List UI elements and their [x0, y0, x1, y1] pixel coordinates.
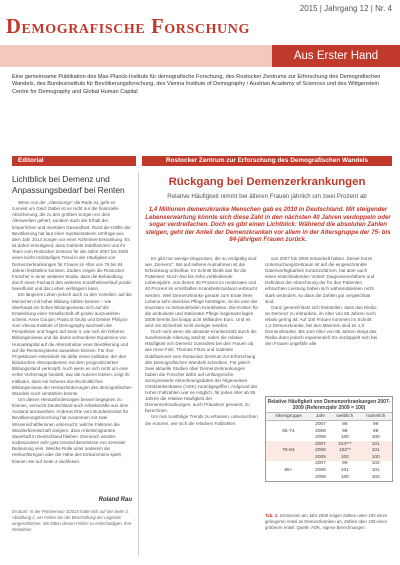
- table-header: männlich: [359, 413, 392, 421]
- column-divider: [138, 172, 139, 557]
- table-cell: 2007: [315, 421, 326, 427]
- article-lead: 1,4 Millionen demenzkranke Menschen gab es 2010 in Deutschland. Mit steigender Lebenserwartung könnte sich diese Zahl in den nächsten 40 Jahren verdoppeln oder sogar verdreifachen. Doch es gibt einen Lichtblick: Während die absoluten Zahlen steigen, geht der Anteil der Demenzkranken vor allem in der Altersgruppe der 75- bis 84-jährigen Frauen zurück.: [145, 206, 391, 244]
- editorial-label: Editorial: [12, 156, 136, 166]
- article-paragraph: Ganz generell lässt sich feststellen, dass das Risiko, an Demenz zu erkranken, im Alter von 65 Jahren noch relativ gering ist: Auf 100 Frauen kommen im Schnitt 1,2 Demenzkranke, bei den Männern sind es 1,5 Demenzkranke. Bis zum Alter von 85 Jahren steigt das Risiko dann jedoch exponentiell: Es verdoppelt sich bei den Frauen ungefähr alle: [265, 304, 378, 347]
- editorial-paragraph: Wenn von der „Alterssorge" die Rede ist, geht es zumeist um Geld: Dabei ist es nicht nur die finanzielle Absicherung, die zu den größten Sorgen vor dem Älterwerden gehört, sondern auch der Erhalt der körperlichen und mentalen Gesundheit. Rund die Hälfte der Bevölkerung hat laut einer repräsentativen Umfrage aus dem Jahr 2014 Sorgen vor einer Alzheimer-Erkrankung. Es ist daher ermutigend, dass Gabriele Doblhammer und ihr Team vom Rostocker Zentrum für die Jahre 2007 bis 2009 einen leicht rückläufigen Trend in der Häufigkeit von Demenzerkrankungen für Frauen im Alter von 75 bis 84 Jahren feststellen konnten. Zudem zeigen die Rostocker Forscher in einer weiteren Studie, dass die Behandlung durch einen Facharzt den weiteren Krankheitsverlauf positiv beeinflusst und das Leben verlängern kann.: [12, 200, 132, 292]
- table-cell: 102: [371, 461, 380, 467]
- table-cell: 99: [342, 461, 348, 467]
- table-cell: 99: [373, 421, 379, 427]
- table-cell: 2007: [311, 441, 330, 448]
- table-cell: 100: [359, 454, 392, 461]
- age-group-cell: 65-74: [282, 428, 295, 434]
- table-cell: 2009: [315, 435, 326, 441]
- table-cell: 101: [359, 441, 392, 448]
- editorial-paragraph: Ein längeres Leben jedoch auch zu den Vorteilen, auf die Menschen mit hoher Bildung zählen können – wie überhaupt ein hohes Bildungsniveau sich auf die Entwicklung einer Gesellschaft oft positiv auszuwirken scheint. Anne Goujon, Paola di Giulio und Dimiter Philipov vom Vienna Institute of Demography wechseln die Perspektive und fragen auf Seite 3, wie sich ein höheres Bildungsniveau und die damit verbundene Expansion von Humankapital auf die Altersstruktur einer Bevölkerung und auf die Rentensysteme auswirken können. Für ihre Projektionen entwickeln sie dafür einen Indikator, der den klassischen Altenquotienten mit dem prognostizierten Bildungsstand verknüpft. Auch wenn es sich nicht um eine echte Vorhersage handelt, war die Autoren letzten, zeigt ihr Indikator, dass ein höheres durchschnittliches Bildungsniveau die Herausforderungen des demografischen Wandels noch verstärken könnte.: [12, 292, 132, 396]
- masthead-title: Demografische Forschung: [6, 16, 250, 38]
- article-column-2: [265, 256, 379, 347]
- table-cell: 101: [359, 448, 392, 455]
- table-caption: [265, 513, 391, 530]
- issue-info: 2015 | Jahrgang 12 | Nr. 4: [299, 4, 392, 13]
- article-subtitle: Relative Häufigkeit nimmt bei älteren Frauen jährlich um zwei Prozent ab: [167, 193, 367, 200]
- table-cell: 2009: [315, 474, 326, 480]
- table-cell: 2007: [315, 461, 326, 467]
- table-cell: 98: [342, 421, 348, 427]
- article-column-1: [145, 256, 259, 427]
- article-paragraph: Um nun trustfolige Trends zu erfassen, untersuchten die Autoren, wie sich die relativen Fallzahlen: [145, 414, 258, 426]
- table-cell: 100: [340, 435, 349, 441]
- table-header: Jahr: [311, 413, 330, 421]
- table-row: [266, 421, 392, 428]
- table-row: [266, 461, 392, 468]
- table-header: Altersgruppe: [266, 413, 311, 421]
- table-cell: 98: [342, 428, 348, 434]
- table-cell: 101: [340, 468, 349, 474]
- editorial-title: Lichtblick bei Demenz und Anpassungsbedarf bei Renten: [12, 174, 125, 195]
- publication-intro: Eine gemeinsame Publikation des Max-Planck-Instituts für demografische Forschung, des Rostocker Zentrums zur Erforschung des Demografischen Wandels, des Bundesinstituts für Bevölkerungsforschung, des Vienna Institute of Demography / Austrian Academy of Sciences und des Wittgenstein Centre for Demography and Global Human Capital: [12, 74, 381, 95]
- table-header: weiblich: [330, 413, 359, 421]
- table-cell: 100: [330, 454, 359, 461]
- article-title: Rückgang bei Demenzerkrankungen: [168, 176, 366, 188]
- table-cell: 2008: [311, 448, 330, 455]
- table-cell: 100: [340, 474, 349, 480]
- table-cell: 100: [371, 435, 380, 441]
- dementia-table: [265, 396, 393, 482]
- section-badge: Aus Erster Hand: [272, 45, 400, 67]
- table-title: Relative Häufigkeit von Demenzerkrankungen 2007-2009 (Referenzjahr 2009 = 100): [266, 397, 392, 413]
- age-group-cell: 75-84: [266, 441, 311, 461]
- table-row: [266, 441, 392, 448]
- editorial-author: Roland Rau: [98, 497, 132, 503]
- editorial-paragraph: Um diesen Herausforderungen besser begegnen zu können, versucht Deutschland auch Arbeitskräfte aus dem Ausland anzuwerben. Andreas Ette vom Bundesinstitut für Bevölkerungsforschung hat zusammen mit zwei Wissenschaftlerinnen untersucht, welche Faktoren die Wanderbereitschaft steigern, dass Arbeitsmigranten dauerhaft in Deutschland bleiben. Demnach würden insbesondere sehr gute Deutschkenntnisse von zentraler Bedeutung sein. Welche Rolle unter anderem die Herkunftsregion oder die Höhe des Einkommens spielt, können Sie auf Seite 4 nachlesen.: [12, 397, 129, 464]
- table-cell: 2008: [315, 468, 326, 474]
- article-paragraph: Es gibt nur wenige Diagnosen, die so endgültig sind wie „Demenz". Bis auf seltene Ausnahmen ist die Erkrankung unheilbar. Im Schnitt bleibt das für die Patienten: Noch drei bis zehn verbleibende Lebensjahre, von denen 30 Prozent im moderaten und 40 Prozent im ernsthaften Krankheitszustand verbracht werden. Weil Demenzkranke gerade zum Ende ihres Lebens sehr intensive Pflege benötigen, ist sie eine der teuersten zu behandelnden Krankheiten. Die Kosten für die ambulante und stationäre Pflege insgesamt lagen 2008 bereits bei knapp acht Milliarden Euro. Und es wird mit Sicherheit nicht weniger werden.: [145, 256, 259, 329]
- table-cell: 101: [371, 468, 380, 474]
- table-cell: 104***: [330, 441, 359, 448]
- editorial-body: [12, 200, 132, 465]
- table-cell: 102: [371, 474, 380, 480]
- table-caption-text: Gemessen am Jahr 2009 zeigen Zahlen unter 100 einen geringeren Anteil an Demenzkranken an, Zahlen über 100 einen größeren Anteil. Quelle: AOK, eigene Berechnungen: [265, 513, 388, 530]
- article-paragraph: von 2007 bis 2009 entwickelt haben. Dieser kurze Untersuchungszeitraum ist auf die eingeschränkte Datenverfügbarkeit zurückzuführen, hat aber auch einen entscheidenden Vorteil: Diagnoseverfahren und Definition der Abrechnung der für den Patienten erbrachten Leistung haben sich währenddessen nicht stark verändert, so dass die Zahlen gut vergleichbar sind.: [265, 256, 375, 304]
- article-section-label: Rostocker Zentrum zur Erforschung des Demografischen Wandels: [142, 156, 392, 166]
- table-caption-label: Tab. 1:: [265, 513, 279, 518]
- age-group-cell: 85+: [284, 468, 293, 474]
- article-paragraph: Doch wird wenn die absolute Krankenzahl durch die zunehmende Alterung wächst, nahm die relative Häufigkeit von Demenz zumindest bei den Frauen ab, wie Anne Fink, Thomas Fritze und Gabriele Doblhammer vom Rostocker Zentrum zur Erforschung des Demografischen Wandels schreiben. Für gleich zwei aktuelle Studien über Demenzerkrankungen haben die Forscher dafür auf umfangreiche, anonymisierte Abrechnungsdaten der Allgemeinen Ortskrankenkasse (AOK) zurückgegriffen. Aufgrund der hohen Fallzahlen war es möglich, für jedes Alter ab 65 Jahren die relative Häufigkeit der Demenzerkrankungen, auch Prävalenz genannt, zu berechnen.: [145, 329, 258, 414]
- table-cell: 2009: [311, 454, 330, 461]
- erratum-note: Erratum: In der Printversion 3/2015 hatte sich auf der Seite 3, Abbildung 2, ein Fehler bei der Beschriftung der Legende eingeschlichen. Wir bitten diesen Fehler zu entschuldigen. Ihre Redaktion: [12, 509, 132, 532]
- table-cell: 2008: [315, 428, 326, 434]
- table-cell: 102**: [330, 448, 359, 455]
- table-cell: 98: [373, 428, 379, 434]
